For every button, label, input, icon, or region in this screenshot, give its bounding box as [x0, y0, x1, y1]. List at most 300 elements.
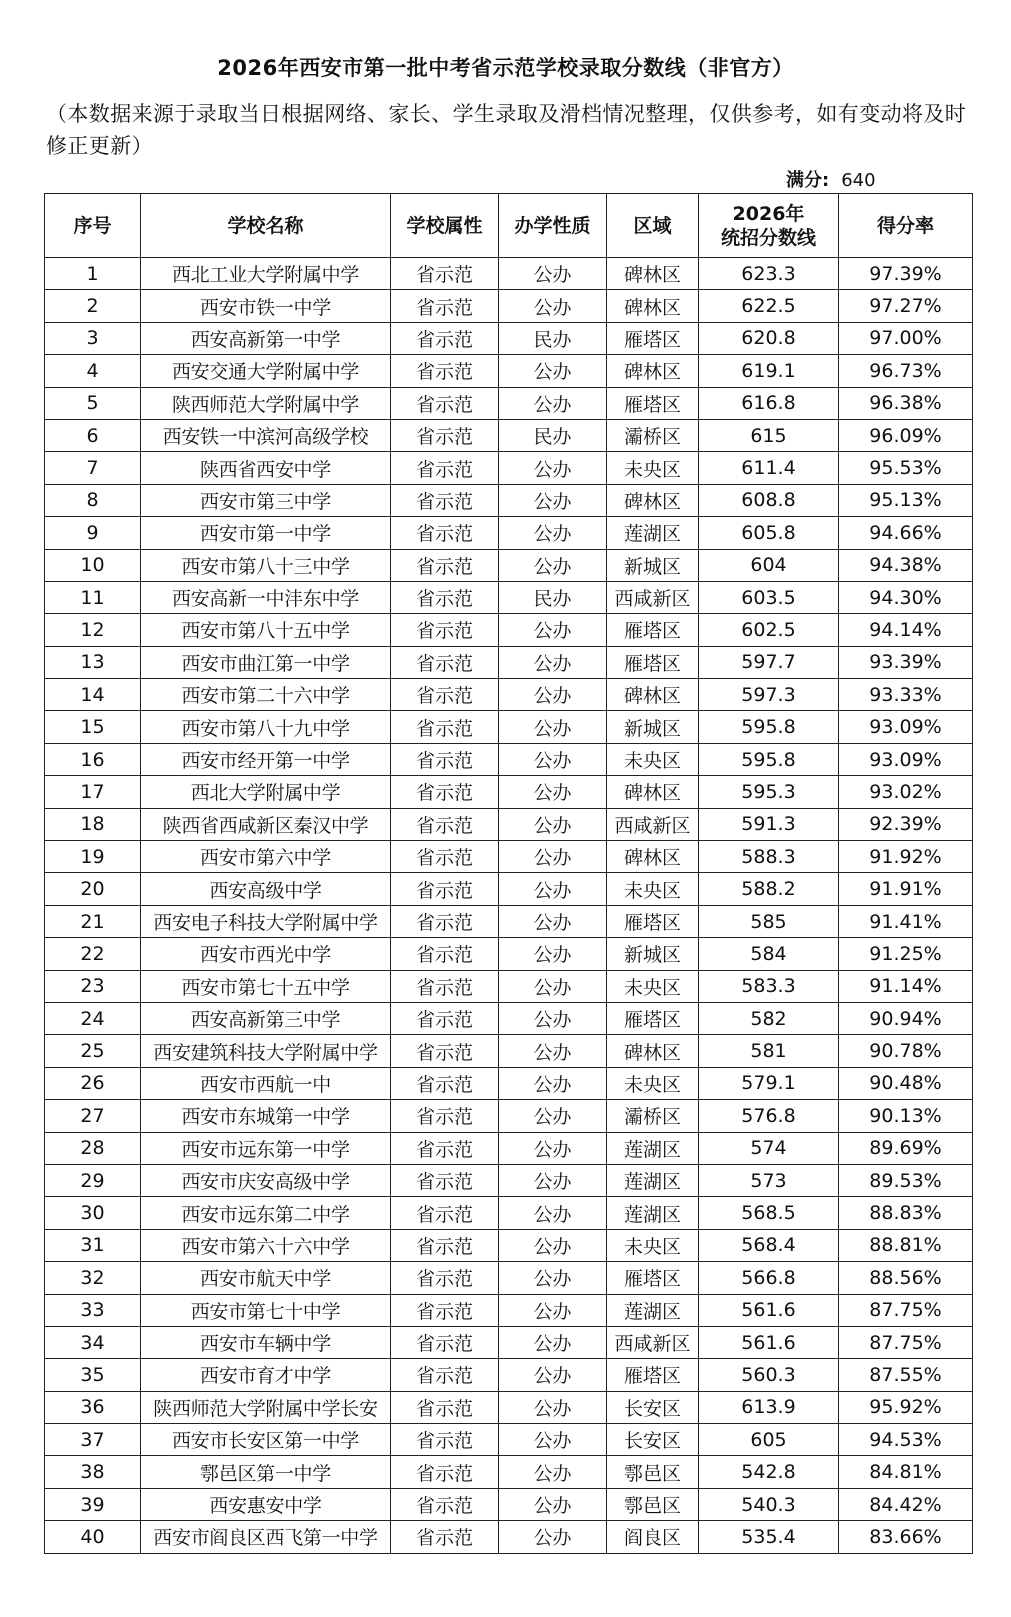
school-nature: 公办: [499, 1100, 607, 1132]
district: 未央区: [607, 1229, 699, 1261]
school-nature: 公办: [499, 484, 607, 516]
score-rate: 96.38%: [839, 387, 973, 419]
score-line: 603.5: [699, 581, 839, 613]
district: 雁塔区: [607, 614, 699, 646]
school-name: 西安市第二十六中学: [141, 679, 391, 711]
school-attribute: 省示范: [391, 1035, 499, 1067]
row-no: 12: [45, 614, 141, 646]
school-attribute: 省示范: [391, 1424, 499, 1456]
school-attribute: 省示范: [391, 322, 499, 354]
school-name: 西安市第八十九中学: [141, 711, 391, 743]
score-line: 579.1: [699, 1067, 839, 1099]
school-attribute: 省示范: [391, 484, 499, 516]
row-no: 7: [45, 452, 141, 484]
school-name: 西安高新第一中学: [141, 322, 391, 354]
district: 碑林区: [607, 258, 699, 290]
score-line: 591.3: [699, 808, 839, 840]
school-name: 西安市东城第一中学: [141, 1100, 391, 1132]
district: 雁塔区: [607, 1359, 699, 1391]
score-rate: 94.66%: [839, 517, 973, 549]
score-rate: 93.09%: [839, 711, 973, 743]
score-line: 597.7: [699, 646, 839, 678]
header-score-year: 2026年: [732, 202, 805, 225]
district: 碑林区: [607, 841, 699, 873]
score-line: 616.8: [699, 387, 839, 419]
score-rate: 87.75%: [839, 1294, 973, 1326]
school-nature: 公办: [499, 1002, 607, 1034]
school-name: 西安建筑科技大学附属中学: [141, 1035, 391, 1067]
school-nature: 公办: [499, 387, 607, 419]
score-rate: 91.92%: [839, 841, 973, 873]
score-rate: 95.92%: [839, 1391, 973, 1423]
school-attribute: 省示范: [391, 905, 499, 937]
table-row: [45, 1488, 973, 1520]
score-line: 568.4: [699, 1229, 839, 1261]
district: 碑林区: [607, 679, 699, 711]
table-row: [45, 419, 973, 451]
school-nature: 公办: [499, 743, 607, 775]
score-line: 605.8: [699, 517, 839, 549]
school-name: 西安市航天中学: [141, 1262, 391, 1294]
school-name: 西安市第六中学: [141, 841, 391, 873]
school-nature: 公办: [499, 679, 607, 711]
school-name: 陕西省西安中学: [141, 452, 391, 484]
score-rate: 95.13%: [839, 484, 973, 516]
school-attribute: 省示范: [391, 873, 499, 905]
score-rate: 95.53%: [839, 452, 973, 484]
school-nature: 公办: [499, 1456, 607, 1488]
district: 新城区: [607, 711, 699, 743]
district: 阎良区: [607, 1521, 699, 1553]
school-attribute: 省示范: [391, 1391, 499, 1423]
school-nature: 公办: [499, 938, 607, 970]
row-no: 28: [45, 1132, 141, 1164]
school-name: 西安铁一中滨河高级学校: [141, 419, 391, 451]
school-nature: 公办: [499, 1164, 607, 1196]
district: 莲湖区: [607, 1132, 699, 1164]
score-rate: 94.53%: [839, 1424, 973, 1456]
score-rate: 94.30%: [839, 581, 973, 613]
header-score-line: [699, 194, 839, 258]
score-line: 602.5: [699, 614, 839, 646]
school-name: 西安交通大学附属中学: [141, 355, 391, 387]
school-attribute: 省示范: [391, 776, 499, 808]
table-row: [45, 1359, 973, 1391]
school-name: 西安市第七十五中学: [141, 970, 391, 1002]
row-no: 35: [45, 1359, 141, 1391]
row-no: 17: [45, 776, 141, 808]
table-row: [45, 1100, 973, 1132]
table-row: [45, 1456, 973, 1488]
table-row: [45, 614, 973, 646]
school-nature: 公办: [499, 776, 607, 808]
school-nature: 公办: [499, 258, 607, 290]
row-no: 26: [45, 1067, 141, 1099]
district: 鄠邑区: [607, 1488, 699, 1520]
school-nature: 公办: [499, 1067, 607, 1099]
school-attribute: 省示范: [391, 808, 499, 840]
district: 未央区: [607, 1067, 699, 1099]
score-line: 595.8: [699, 743, 839, 775]
score-line: 568.5: [699, 1197, 839, 1229]
school-attribute: 省示范: [391, 290, 499, 322]
school-name: 陕西师范大学附属中学: [141, 387, 391, 419]
table-row: [45, 679, 973, 711]
score-line: 585: [699, 905, 839, 937]
score-line: 574: [699, 1132, 839, 1164]
school-attribute: 省示范: [391, 581, 499, 613]
school-nature: 公办: [499, 1521, 607, 1553]
district: 碑林区: [607, 290, 699, 322]
row-no: 19: [45, 841, 141, 873]
school-nature: 公办: [499, 970, 607, 1002]
score-rate: 88.81%: [839, 1229, 973, 1261]
district: 雁塔区: [607, 1002, 699, 1034]
full-score-value: 640: [841, 170, 876, 191]
score-rate: 89.69%: [839, 1132, 973, 1164]
table-row: [45, 841, 973, 873]
school-name: 陕西省西咸新区秦汉中学: [141, 808, 391, 840]
school-attribute: 省示范: [391, 549, 499, 581]
school-attribute: 省示范: [391, 1456, 499, 1488]
row-no: 20: [45, 873, 141, 905]
table-row: [45, 1035, 973, 1067]
school-nature: 公办: [499, 1326, 607, 1358]
score-line: 623.3: [699, 258, 839, 290]
school-nature: 公办: [499, 1294, 607, 1326]
score-line: 605: [699, 1424, 839, 1456]
school-nature: 公办: [499, 808, 607, 840]
score-rate: 91.14%: [839, 970, 973, 1002]
school-nature: 公办: [499, 1391, 607, 1423]
school-name: 西安市庆安高级中学: [141, 1164, 391, 1196]
score-line: 615: [699, 419, 839, 451]
row-no: 15: [45, 711, 141, 743]
district: 莲湖区: [607, 1294, 699, 1326]
school-name: 西安市第三中学: [141, 484, 391, 516]
table-header-row: [45, 194, 973, 258]
school-nature: 公办: [499, 452, 607, 484]
table-row: [45, 1262, 973, 1294]
score-rate: 91.25%: [839, 938, 973, 970]
score-rate: 87.75%: [839, 1326, 973, 1358]
school-nature: 公办: [499, 1229, 607, 1261]
school-attribute: 省示范: [391, 1067, 499, 1099]
school-name: 西安市第八十五中学: [141, 614, 391, 646]
district: 雁塔区: [607, 905, 699, 937]
row-no: 10: [45, 549, 141, 581]
school-name: 鄠邑区第一中学: [141, 1456, 391, 1488]
school-attribute: 省示范: [391, 419, 499, 451]
school-attribute: 省示范: [391, 517, 499, 549]
school-attribute: 省示范: [391, 841, 499, 873]
table-row: [45, 452, 973, 484]
school-name: 西安市长安区第一中学: [141, 1424, 391, 1456]
table-row: [45, 581, 973, 613]
score-line: 611.4: [699, 452, 839, 484]
school-name: 西安市第七十中学: [141, 1294, 391, 1326]
school-nature: 民办: [499, 581, 607, 613]
score-rate: 97.39%: [839, 258, 973, 290]
school-nature: 公办: [499, 517, 607, 549]
row-no: 8: [45, 484, 141, 516]
score-line: 573: [699, 1164, 839, 1196]
school-name: 陕西师范大学附属中学长安: [141, 1391, 391, 1423]
score-line: 597.3: [699, 679, 839, 711]
district: 新城区: [607, 549, 699, 581]
row-no: 4: [45, 355, 141, 387]
school-attribute: 省示范: [391, 711, 499, 743]
school-attribute: 省示范: [391, 1326, 499, 1358]
score-rate: 88.56%: [839, 1262, 973, 1294]
school-nature: 公办: [499, 290, 607, 322]
school-name: 西安市西光中学: [141, 938, 391, 970]
row-no: 23: [45, 970, 141, 1002]
school-nature: 公办: [499, 1359, 607, 1391]
district: 未央区: [607, 743, 699, 775]
score-rate: 84.81%: [839, 1456, 973, 1488]
school-attribute: 省示范: [391, 1002, 499, 1034]
score-line: 560.3: [699, 1359, 839, 1391]
score-line: 608.8: [699, 484, 839, 516]
full-score-label: 满分:: [786, 170, 830, 191]
district: 碑林区: [607, 1035, 699, 1067]
district: 西咸新区: [607, 581, 699, 613]
row-no: 37: [45, 1424, 141, 1456]
score-line: 613.9: [699, 1391, 839, 1423]
school-nature: 公办: [499, 1488, 607, 1520]
row-no: 11: [45, 581, 141, 613]
score-line: 595.3: [699, 776, 839, 808]
school-attribute: 省示范: [391, 1164, 499, 1196]
full-score: [786, 166, 876, 192]
table-row: [45, 355, 973, 387]
table-row: [45, 1229, 973, 1261]
row-no: 34: [45, 1326, 141, 1358]
row-no: 22: [45, 938, 141, 970]
score-line: 604: [699, 549, 839, 581]
district: 未央区: [607, 452, 699, 484]
school-attribute: 省示范: [391, 970, 499, 1002]
score-rate: 90.78%: [839, 1035, 973, 1067]
table-row: [45, 743, 973, 775]
row-no: 1: [45, 258, 141, 290]
district: 莲湖区: [607, 517, 699, 549]
score-line: 622.5: [699, 290, 839, 322]
table-row: [45, 1326, 973, 1358]
row-no: 30: [45, 1197, 141, 1229]
row-no: 14: [45, 679, 141, 711]
district: 莲湖区: [607, 1164, 699, 1196]
school-attribute: 省示范: [391, 743, 499, 775]
district: 碑林区: [607, 484, 699, 516]
data-source-note: （本数据来源于录取当日根据网络、家长、学生录取及滑档情况整理，仅供参考，如有变动将及时修正更新）: [46, 102, 967, 158]
score-line: 561.6: [699, 1326, 839, 1358]
table-row: [45, 873, 973, 905]
school-attribute: 省示范: [391, 1100, 499, 1132]
score-rate: 93.02%: [839, 776, 973, 808]
header-score-label: 统招分数线: [720, 226, 816, 249]
page-title: 2026年西安市第一批中考省示范学校录取分数线（非官方）: [217, 56, 794, 80]
header-score-rate: 得分率: [839, 194, 973, 258]
score-rate: 88.83%: [839, 1197, 973, 1229]
table-row: [45, 517, 973, 549]
district: 雁塔区: [607, 646, 699, 678]
school-attribute: 省示范: [391, 355, 499, 387]
score-rate: 97.00%: [839, 322, 973, 354]
score-line: 581: [699, 1035, 839, 1067]
row-no: 25: [45, 1035, 141, 1067]
score-line: 588.3: [699, 841, 839, 873]
school-attribute: 省示范: [391, 614, 499, 646]
school-name: 西安市第六十六中学: [141, 1229, 391, 1261]
row-no: 18: [45, 808, 141, 840]
score-line: 595.8: [699, 711, 839, 743]
school-nature: 公办: [499, 841, 607, 873]
score-rate: 83.66%: [839, 1521, 973, 1553]
school-nature: 公办: [499, 1132, 607, 1164]
school-nature: 公办: [499, 1424, 607, 1456]
score-rate: 87.55%: [839, 1359, 973, 1391]
school-nature: 公办: [499, 549, 607, 581]
table-row: [45, 646, 973, 678]
school-attribute: 省示范: [391, 1488, 499, 1520]
score-line: 535.4: [699, 1521, 839, 1553]
row-no: 6: [45, 419, 141, 451]
row-no: 32: [45, 1262, 141, 1294]
score-rate: 93.33%: [839, 679, 973, 711]
school-name: 西安电子科技大学附属中学: [141, 905, 391, 937]
header-school-name: 学校名称: [141, 194, 391, 258]
school-nature: 公办: [499, 711, 607, 743]
table-row: [45, 549, 973, 581]
school-attribute: 省示范: [391, 1132, 499, 1164]
district: 莲湖区: [607, 1197, 699, 1229]
district: 碑林区: [607, 355, 699, 387]
score-line: 584: [699, 938, 839, 970]
table-body: [45, 258, 973, 1554]
table-row: [45, 808, 973, 840]
score-line: 542.8: [699, 1456, 839, 1488]
school-name: 西安市远东第一中学: [141, 1132, 391, 1164]
district: 雁塔区: [607, 387, 699, 419]
school-nature: 公办: [499, 355, 607, 387]
score-line: 561.6: [699, 1294, 839, 1326]
school-attribute: 省示范: [391, 1262, 499, 1294]
score-rate: 90.48%: [839, 1067, 973, 1099]
row-no: 24: [45, 1002, 141, 1034]
school-name: 西安市阎良区西飞第一中学: [141, 1521, 391, 1553]
school-attribute: 省示范: [391, 1359, 499, 1391]
score-rate: 93.09%: [839, 743, 973, 775]
table-row: [45, 290, 973, 322]
table-row: [45, 1164, 973, 1196]
school-attribute: 省示范: [391, 679, 499, 711]
district: 雁塔区: [607, 1262, 699, 1294]
school-attribute: 省示范: [391, 258, 499, 290]
row-no: 38: [45, 1456, 141, 1488]
table-row: [45, 1424, 973, 1456]
school-name: 西安市第一中学: [141, 517, 391, 549]
score-rate: 91.91%: [839, 873, 973, 905]
school-nature: 民办: [499, 322, 607, 354]
school-attribute: 省示范: [391, 1294, 499, 1326]
school-attribute: 省示范: [391, 646, 499, 678]
table-row: [45, 905, 973, 937]
row-no: 9: [45, 517, 141, 549]
table-row: [45, 776, 973, 808]
row-no: 33: [45, 1294, 141, 1326]
district: 长安区: [607, 1424, 699, 1456]
table-row: [45, 938, 973, 970]
school-attribute: 省示范: [391, 1197, 499, 1229]
header-district: 区域: [607, 194, 699, 258]
score-line: 620.8: [699, 322, 839, 354]
row-no: 36: [45, 1391, 141, 1423]
row-no: 5: [45, 387, 141, 419]
header-school-nature: 办学性质: [499, 194, 607, 258]
school-nature: 公办: [499, 1035, 607, 1067]
school-name: 西安市曲江第一中学: [141, 646, 391, 678]
score-rate: 89.53%: [839, 1164, 973, 1196]
score-line: 576.8: [699, 1100, 839, 1132]
score-line: 619.1: [699, 355, 839, 387]
score-rate: 90.13%: [839, 1100, 973, 1132]
school-name: 西安市西航一中: [141, 1067, 391, 1099]
table-row: [45, 711, 973, 743]
row-no: 40: [45, 1521, 141, 1553]
row-no: 39: [45, 1488, 141, 1520]
score-rate: 84.42%: [839, 1488, 973, 1520]
score-line: 582: [699, 1002, 839, 1034]
score-line: 588.2: [699, 873, 839, 905]
district: 西咸新区: [607, 808, 699, 840]
table-row: [45, 1521, 973, 1553]
table-row: [45, 387, 973, 419]
school-attribute: 省示范: [391, 387, 499, 419]
school-attribute: 省示范: [391, 1521, 499, 1553]
school-name: 西安市第八十三中学: [141, 549, 391, 581]
school-name: 西安市铁一中学: [141, 290, 391, 322]
score-rate: 96.73%: [839, 355, 973, 387]
school-name: 西安市车辆中学: [141, 1326, 391, 1358]
school-name: 西北大学附属中学: [141, 776, 391, 808]
school-name: 西安高新第三中学: [141, 1002, 391, 1034]
district: 长安区: [607, 1391, 699, 1423]
school-nature: 公办: [499, 614, 607, 646]
score-rate: 92.39%: [839, 808, 973, 840]
school-nature: 公办: [499, 646, 607, 678]
district: 西咸新区: [607, 1326, 699, 1358]
school-name: 西安市经开第一中学: [141, 743, 391, 775]
row-no: 13: [45, 646, 141, 678]
row-no: 31: [45, 1229, 141, 1261]
school-nature: 公办: [499, 873, 607, 905]
row-no: 27: [45, 1100, 141, 1132]
school-nature: 公办: [499, 1262, 607, 1294]
table-row: [45, 1002, 973, 1034]
table-row: [45, 258, 973, 290]
score-rate: 90.94%: [839, 1002, 973, 1034]
header-school-attribute: 学校属性: [391, 194, 499, 258]
score-rate: 96.09%: [839, 419, 973, 451]
school-name: 西安市远东第二中学: [141, 1197, 391, 1229]
district: 灞桥区: [607, 1100, 699, 1132]
school-nature: 民办: [499, 419, 607, 451]
row-no: 29: [45, 1164, 141, 1196]
table-row: [45, 322, 973, 354]
row-no: 2: [45, 290, 141, 322]
